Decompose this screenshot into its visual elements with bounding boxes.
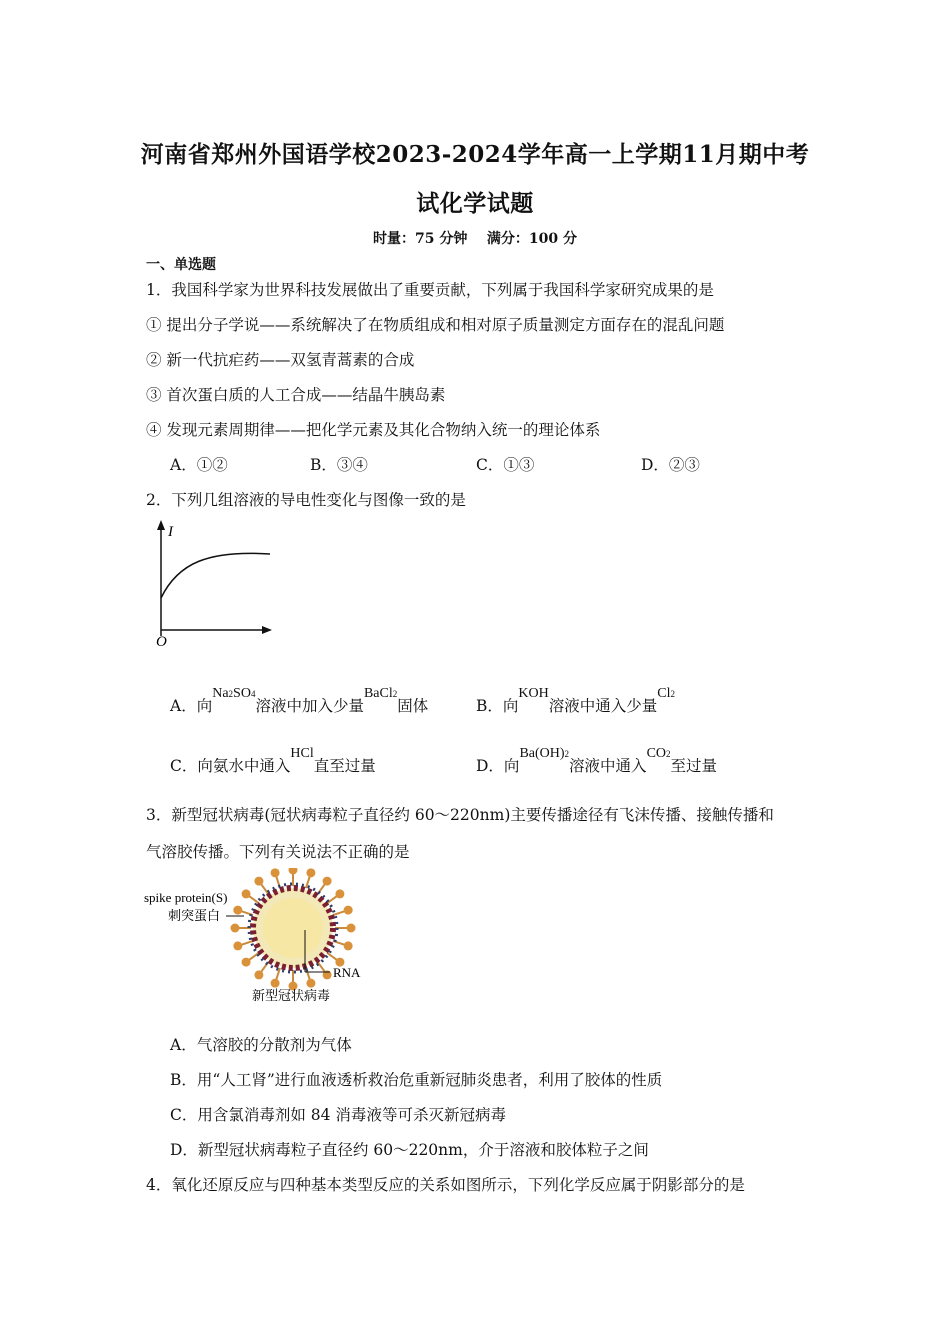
q1-stem: 1．我国科学家为世界科技发展做出了重要贡献，下列属于我国科学家研究成果的是 [146,281,714,299]
option-text: A．向 [170,697,213,715]
q4-stem: 4．氧化还原反应与四种基本类型反应的关系如图所示，下列化学反应属于阴影部分的是 [146,1176,745,1194]
formula-bacl2 [364,686,397,701]
formula-subscript: 2 [228,689,234,699]
origin-label: O [156,634,167,650]
conductivity-graph [148,518,278,650]
formula-baoh2 [519,746,569,761]
current-curve [161,553,270,598]
formula-hcl: HCl [290,746,314,761]
q1-option-b[interactable]: B．③④ [310,456,368,474]
formula-part: Na [212,686,229,701]
spike-head [335,889,344,898]
formula-subscript: 4 [250,689,256,699]
formula-subscript: 2 [666,749,671,759]
spike-head [254,970,263,979]
q1-option-d[interactable]: D．②③ [641,456,700,474]
spike-head [323,877,332,886]
q2-option-d[interactable] [476,746,718,776]
spike-head [233,941,242,950]
q3-stem-line2: 气溶胶传播。下列有关说法不正确的是 [146,843,410,861]
spike-head [233,906,242,915]
formula-co2 [647,746,671,761]
q3-option-a[interactable]: A．气溶胶的分散剂为气体 [170,1036,352,1054]
formula-cl2 [657,686,675,701]
y-axis-arrow [157,520,165,530]
spike-head [289,868,298,875]
spike-head [306,979,315,988]
spike-head [344,941,353,950]
spike-head [242,889,251,898]
coronavirus-figure [140,868,380,1008]
option-text: 溶液中加入少量 [255,697,364,715]
q1-option-a[interactable]: A．①② [170,456,228,474]
formula-na2so4 [212,686,255,701]
q3-option-c[interactable]: C．用含氯消毒剂如 84 消毒液等可杀灭新冠病毒 [170,1106,506,1124]
spike-head [254,877,263,886]
q1-item: ① 提出分子学说——系统解决了在物质组成和相对原子质量测定方面存在的混乱问题 [146,316,725,334]
virus-core [263,898,323,958]
q2-option-a[interactable] [170,686,429,716]
option-text: B．向 [476,697,519,715]
q3-stem-line1: 3．新型冠状病毒(冠状病毒粒子直径约 60～220nm)主要传播途径有飞沫传播、接触传播和 [146,806,774,824]
spike-head [306,868,315,877]
spike-head [347,924,356,933]
page-title-line2: 试化学试题 [416,190,534,217]
formula-koh: KOH [518,686,549,701]
q3-option-b[interactable]: B．用“人工肾”进行血液透析救治危重新冠肺炎患者，利用了胶体的性质 [170,1071,663,1089]
option-text: 固体 [397,697,429,715]
formula-part: SO [233,686,251,701]
exam-meta: 时量：75 分钟 满分：100 分 [373,231,577,247]
rna-label: RNA [333,965,361,980]
spike-head [271,868,280,877]
option-text: D．向 [476,757,520,775]
formula-subscript: 2 [392,689,398,699]
formula-subscript: 2 [564,749,570,759]
formula-part: CO [646,746,667,761]
option-text: 溶液中通入少量 [548,697,658,715]
q2-option-b[interactable] [476,686,675,716]
q3-option-d[interactable]: D．新型冠状病毒粒子直径约 60～220nm，介于溶液和胶体粒子之间 [170,1141,649,1159]
x-axis-arrow [262,626,272,634]
option-text: 至过量 [670,757,718,775]
figure-caption: 新型冠状病毒 [252,988,331,1003]
q1-item: ② 新一代抗疟药——双氢青蒿素的合成 [146,351,415,369]
formula-part: BaCl [363,686,393,701]
q2-option-c[interactable] [170,746,376,776]
spike-head [242,958,251,967]
option-text: C．向氨水中通入 [170,757,291,775]
page-title-line1: 河南省郑州外国语学校2023-2024学年高一上学期11月期中考 [140,141,810,168]
spike-label-en: spike protein(S) [144,890,228,905]
spike-head [344,906,353,915]
spike-head [231,924,240,933]
q1-item: ③ 首次蛋白质的人工合成——结晶牛胰岛素 [146,386,446,404]
formula-part: Cl [657,686,671,701]
q1-option-c[interactable]: C．①③ [476,456,535,474]
option-text: 直至过量 [313,757,376,775]
spike-label-cn: 刺突蛋白 [168,908,221,923]
spike-head [271,979,280,988]
formula-part: Ba(OH) [519,746,565,761]
section-heading: 一、单选题 [146,257,216,273]
q2-stem: 2．下列几组溶液的导电性变化与图像一致的是 [146,491,466,509]
formula-subscript: 2 [670,689,675,699]
y-axis-label: I [168,524,173,540]
option-text: 溶液中通入 [569,757,647,775]
q1-item: ④ 发现元素周期律——把化学元素及其化合物纳入统一的理论体系 [146,421,601,439]
